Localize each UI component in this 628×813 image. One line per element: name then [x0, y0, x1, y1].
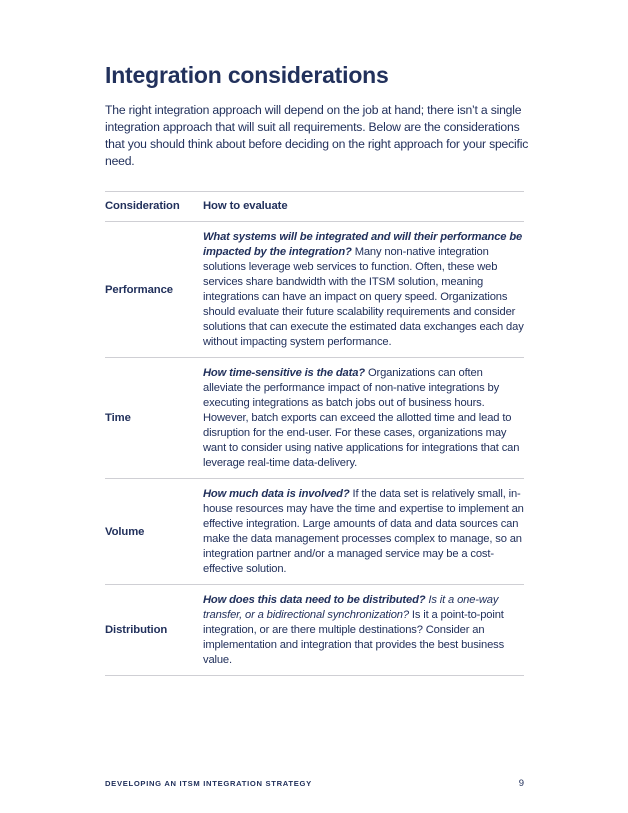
- consideration-label: Performance: [105, 283, 173, 296]
- evaluation-text: [203, 222, 524, 357]
- considerations-table: [105, 191, 524, 676]
- page-number: 9: [518, 778, 524, 789]
- consideration-label: Distribution: [105, 624, 168, 636]
- table-row-performance: [105, 222, 524, 358]
- row-question: What systems will be integrated and will their performance be impacted by the integration?: [203, 231, 523, 258]
- page-footer: [105, 778, 524, 789]
- row-question: How does this data need to be distributed?: [203, 594, 426, 606]
- table-row-distribution: [105, 585, 524, 676]
- table-row-time: [105, 358, 524, 479]
- evaluation-text: [203, 585, 524, 675]
- row-body: If the data set is relatively small, in-house resources may have the time and expertise to implement an effective integration. Large amounts of data and data sources can make the data management processes complex to manage, so an integration partner and/or a managed service may be a cost-effective solution.: [203, 488, 524, 575]
- row-question: How much data is involved?: [203, 488, 350, 500]
- consideration-label: Volume: [105, 525, 145, 538]
- page-title: Integration considerations: [105, 62, 389, 88]
- evaluation-text: [203, 479, 524, 584]
- table-row-volume: [105, 479, 524, 585]
- row-question: How time-sensitive is the data?: [203, 367, 365, 379]
- intro-paragraph: The right integration approach will depend on the job at hand; there isn’t a single integration approach that will suit all requirements. Below are the considerations that you should think about before deciding on the right approach for your specific need.: [105, 103, 529, 168]
- evaluation-text: [203, 358, 524, 478]
- row-question-secondary: Is it a one-way transfer, or a bidirectional synchronization?: [203, 594, 499, 621]
- page-content: [105, 0, 535, 676]
- footer-doc-title: DEVELOPING AN ITSM INTEGRATION STRATEGY: [105, 779, 312, 788]
- consideration-label: Time: [105, 412, 131, 424]
- column-header-how-to-evaluate: How to evaluate: [203, 200, 288, 212]
- row-body: Organizations can often alleviate the performance impact of non-native integrations by executing integrations as batch jobs out of business hours. However, batch exports can exceed the allotted time and lead to disruption for the end-user. For these cases, organizations may want to consider using native applications for integrations that can leverage real-time data-delivery.: [203, 367, 520, 469]
- table-header-row: [105, 191, 524, 222]
- column-header-consideration: Consideration: [105, 200, 180, 212]
- row-body: Is it a point-to-point integration, or are there multiple destinations? Consider an implementation and integration that provides the best business value.: [203, 609, 505, 666]
- row-body: Many non-native integration solutions leverage web services to function. Often, these web services share bandwidth with the ITSM solution, meaning integrations can have an impact on query speed. Organizations should evaluate their future scalability requirements and consider solutions that can execute the estimated data exchanges each day without impacting system performance.: [203, 246, 524, 348]
